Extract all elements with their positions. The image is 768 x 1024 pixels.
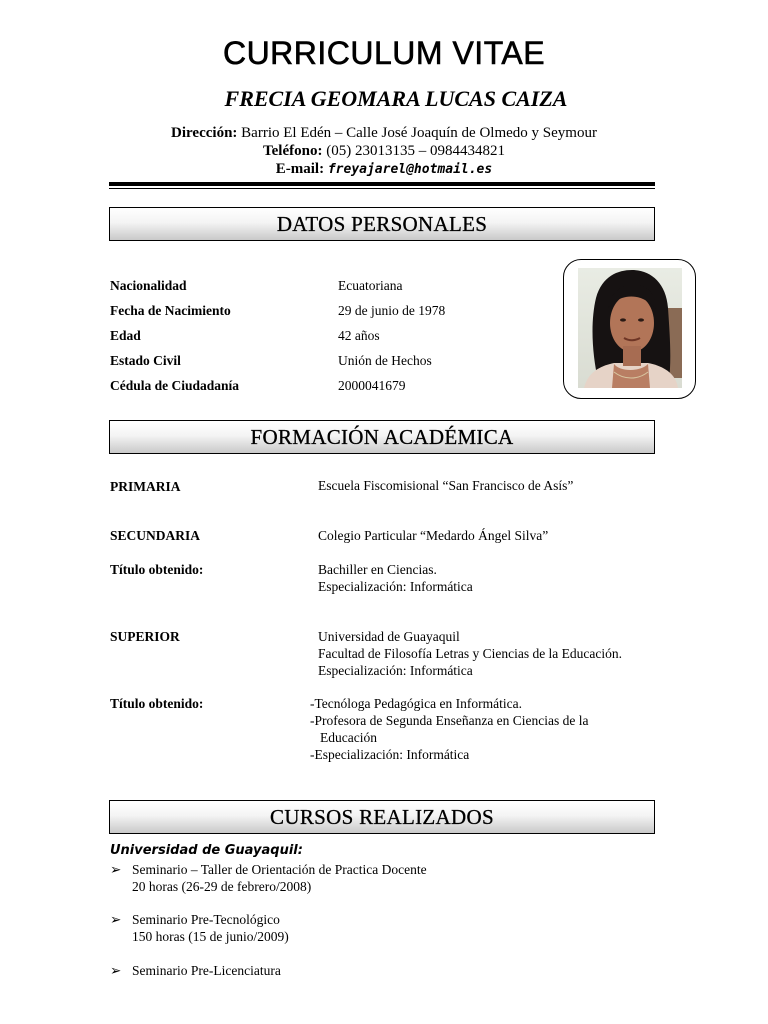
label-superior: SUPERIOR xyxy=(110,629,180,644)
value-estado-civil: Unión de Hechos xyxy=(338,353,432,368)
document-title: CURRICULUM VITAE xyxy=(222,35,546,71)
label-fecha-nacimiento: Fecha de Nacimiento xyxy=(110,303,231,318)
label-titulo-secundaria: Título obtenido: xyxy=(110,562,204,577)
arrowhead-bullet-icon: ➢ xyxy=(110,963,122,978)
header-divider-thick xyxy=(109,182,655,186)
course-institution: Universidad de Guayaquil: xyxy=(110,843,303,858)
course-title-2: Seminario Pre-Tecnológico xyxy=(132,912,280,927)
value-fecha-nacimiento: 29 de junio de 1978 xyxy=(338,303,446,318)
course-item-3 xyxy=(110,962,281,979)
course-title-3: Seminario Pre-Licenciatura xyxy=(132,963,281,978)
email-line xyxy=(0,161,768,178)
course-detail-2: 150 horas (15 de junio/2009) xyxy=(132,929,289,944)
arrowhead-bullet-icon: ➢ xyxy=(110,862,122,877)
phone-line xyxy=(0,143,768,160)
header-divider-thin xyxy=(109,188,655,189)
titulo-superior-text-1: Tecnóloga Pedagógica en Informática. xyxy=(314,696,522,711)
value-nacionalidad: Ecuatoriana xyxy=(338,278,403,293)
label-secundaria: SECUNDARIA xyxy=(110,528,201,543)
titulo-superior-item-1: -Tecnóloga Pedagógica en Informática. xyxy=(310,696,522,711)
label-edad: Edad xyxy=(110,328,141,343)
email-label: E-mail: xyxy=(275,161,325,177)
section-heading-courses: CURSOS REALIZADOS xyxy=(109,800,655,834)
titulo-superior-text-3: Especialización: Informática xyxy=(314,747,470,762)
label-estado-civil: Estado Civil xyxy=(110,353,181,368)
profile-photo xyxy=(578,268,682,388)
titulo-superior-item-2-cont: Educación xyxy=(320,730,377,745)
label-cedula: Cédula de Ciudadanía xyxy=(110,378,240,393)
value-cedula: 2000041679 xyxy=(338,378,406,393)
titulo-secundaria-line-1: Bachiller en Ciencias. xyxy=(318,562,437,577)
course-item-2 xyxy=(110,911,280,928)
label-nacionalidad: Nacionalidad xyxy=(110,278,187,293)
value-edad: 42 años xyxy=(338,328,380,343)
superior-line-1: Universidad de Guayaquil xyxy=(318,629,460,644)
titulo-superior-text-2: Profesora de Segunda Enseñanza en Ciencias de la xyxy=(314,713,589,728)
titulo-superior-item-3: -Especialización: Informática xyxy=(310,747,470,762)
email-value[interactable]: freyajarel@hotmail.es xyxy=(327,162,493,177)
label-primaria: PRIMARIA xyxy=(110,479,181,494)
titulo-secundaria-line-2: Especialización: Informática xyxy=(318,579,473,594)
section-heading-personal: DATOS PERSONALES xyxy=(109,207,655,241)
address-label: Dirección: xyxy=(171,125,238,141)
superior-line-3: Especialización: Informática xyxy=(318,663,473,678)
section-heading-education: FORMACIÓN ACADÉMICA xyxy=(109,420,655,454)
titulo-superior-item-2: -Profesora de Segunda Enseñanza en Ciencias de la xyxy=(310,713,589,728)
superior-line-2: Facultad de Filosofía Letras y Ciencias de la Educación. xyxy=(318,646,623,661)
address-line xyxy=(0,125,768,142)
value-secundaria: Colegio Particular “Medardo Ángel Silva” xyxy=(318,528,549,543)
arrowhead-bullet-icon: ➢ xyxy=(110,912,122,927)
address-value: Barrio El Edén – Calle José Joaquín de Olmedo y Seymour xyxy=(241,125,597,141)
label-titulo-superior: Título obtenido: xyxy=(110,696,204,711)
phone-value: (05) 23013135 – 0984434821 xyxy=(326,143,505,159)
value-primaria: Escuela Fiscomisional “San Francisco de Asís” xyxy=(318,478,574,493)
course-title-1: Seminario – Taller de Orientación de Practica Docente xyxy=(132,862,427,877)
course-item-1 xyxy=(110,861,427,878)
phone-label: Teléfono: xyxy=(263,143,323,159)
course-detail-1: 20 horas (26-29 de febrero/2008) xyxy=(132,879,312,894)
candidate-name: FRECIA GEOMARA LUCAS CAIZA xyxy=(224,86,568,111)
